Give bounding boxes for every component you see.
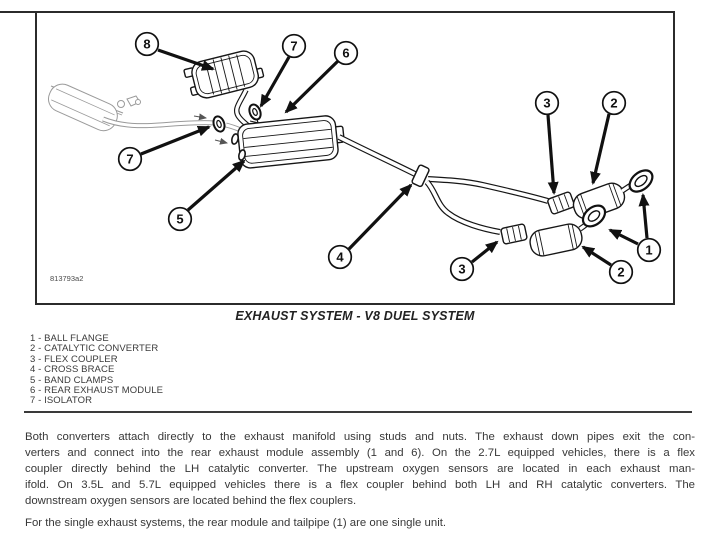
body-line: downstream oxygen sensors are located behind the flex couplers. — [25, 495, 357, 508]
isolator-left — [212, 115, 227, 133]
figure-title: EXHAUST SYSTEM - V8 DUEL SYSTEM — [235, 309, 475, 323]
callout-2-lower-label: 2 — [617, 264, 625, 280]
callout-8-label: 8 — [143, 36, 151, 52]
legend-list — [30, 334, 163, 407]
callout-6 — [335, 42, 358, 65]
legend-item-4: 4 - CROSS BRACE — [30, 364, 115, 376]
body-text — [25, 429, 695, 532]
callout-7-top — [283, 35, 306, 58]
callout-6-label: 6 — [342, 45, 350, 61]
callout-2-upper-label: 2 — [610, 95, 618, 111]
callout-3-upper — [536, 92, 559, 115]
callout-4-label: 4 — [336, 249, 344, 265]
legend-item-7: 7 - ISOLATOR — [30, 395, 93, 407]
callout-7-left — [119, 148, 142, 171]
body-line: coupler directly behind the LH catalytic converter. The upstream oxygen sensors are located in each exhaust man- — [25, 463, 695, 476]
callout-5-label: 5 — [176, 211, 184, 227]
y-split-pipes — [427, 179, 548, 232]
callout-3-lower-label: 3 — [458, 261, 466, 277]
body-line: verters and connect into the rear exhaust module assembly (1 and 6). On the 2.7L equipped vehicles, there is a flex — [25, 447, 695, 460]
flex-coupler-lower — [501, 224, 528, 245]
body-line: ifold. On 3.5L and 5.7L equipped vehicles there is a flex coupler behind both LH and RH catalytic converters. The — [25, 479, 695, 492]
callout-4 — [329, 246, 352, 269]
callout-2-lower — [610, 261, 633, 284]
front-muffler — [44, 80, 121, 135]
legend-item-2: 2 - CATALYTIC CONVERTER — [30, 343, 159, 355]
ball-flange-upper — [626, 166, 657, 196]
legend-item-1: 1 - BALL FLANGE — [30, 333, 109, 344]
paragraph-2: For the single exhaust systems, the rear module and tailpipe (1) are one single unit. — [25, 517, 447, 530]
legend-item-5: 5 - BAND CLAMPS — [30, 374, 114, 386]
flex-coupler-upper — [547, 191, 575, 214]
exhaust-diagram — [37, 13, 673, 303]
section-divider — [24, 411, 692, 413]
callout-1-label: 1 — [645, 242, 653, 258]
callout-3-lower — [451, 258, 474, 281]
catalytic-converter-lower — [528, 220, 592, 258]
paragraph-1 — [25, 429, 695, 509]
intermediate-tailpipe — [339, 137, 415, 174]
callout-7-left-label: 7 — [126, 151, 134, 167]
legend-item-3: 3 - FLEX COUPLER — [30, 353, 118, 365]
header-rule — [0, 11, 37, 13]
callout-5 — [169, 208, 192, 231]
callout-3-upper-label: 3 — [543, 95, 551, 111]
body-line: Both converters attach directly to the exhaust manifold using studs and nuts. The exhaust down pipes exit the con- — [25, 431, 695, 443]
callout-7-top-label: 7 — [290, 38, 298, 54]
callout-8 — [136, 33, 159, 56]
figure-code: 813793a2 — [50, 274, 84, 283]
callout-1 — [638, 239, 661, 262]
legend-item-6: 6 - REAR EXHAUST MODULE — [30, 385, 164, 397]
callout-2-upper — [603, 92, 626, 115]
figure-frame — [35, 11, 675, 305]
